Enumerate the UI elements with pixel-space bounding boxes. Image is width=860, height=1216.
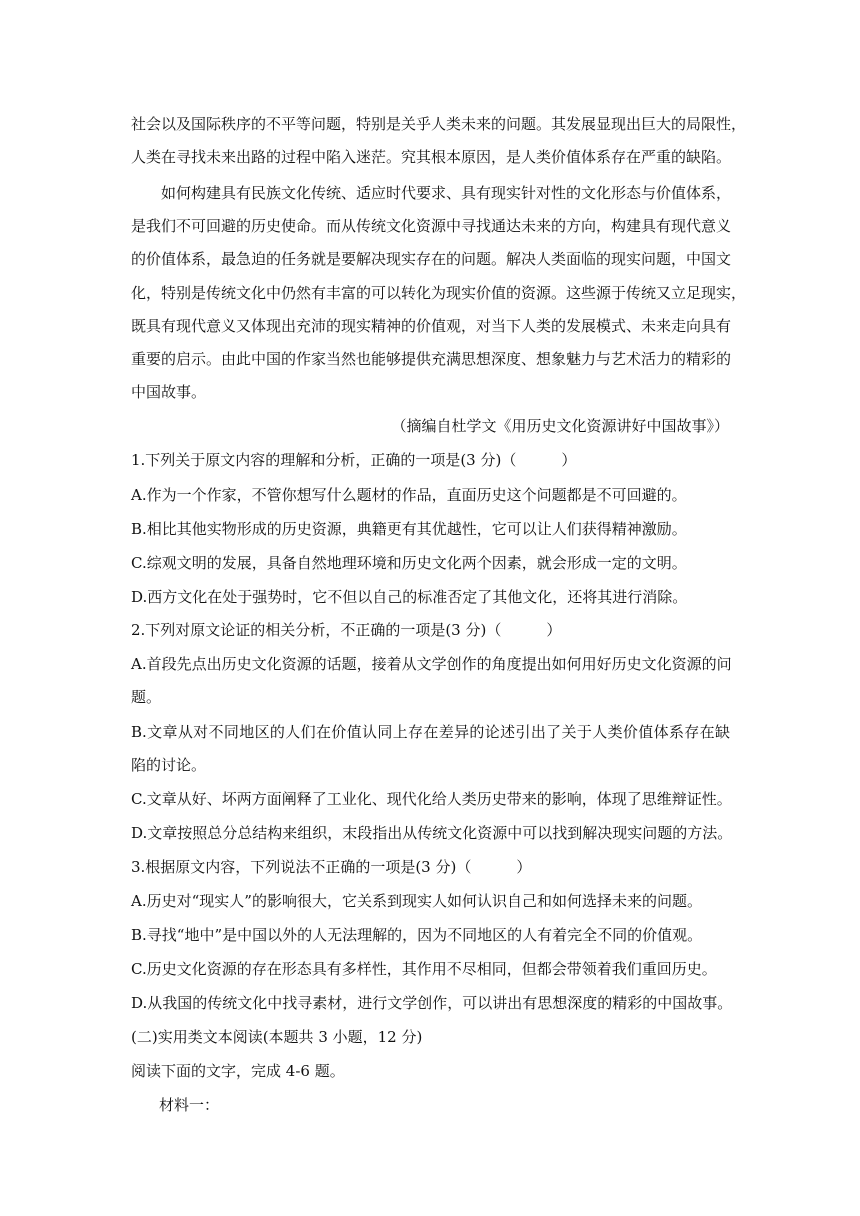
question-2-stem: 2.下列对原文论证的相关分析，不正确的一项是(3 分)（ ） <box>131 621 562 639</box>
passage-line: 的价值体系，最急迫的任务就是要解决现实存在的问题。解决人类面临的现实问题，中国文 <box>131 250 732 268</box>
question-3-option-c: C.历史文化资源的存在形态具有多样性，其作用不尽相同，但都会带领着我们重回历史。 <box>131 960 717 978</box>
question-1-option-d: D.西方文化在处于强势时，它不但以自己的标准否定了其他文化，还将其进行消除。 <box>131 588 688 606</box>
question-3-option-d: D.从我国的传统文化中找寻素材，进行文学创作，可以讲出有思想深度的精彩的中国故事。 <box>131 994 733 1012</box>
question-3-stem: 3.根据原文内容，下列说法不正确的一项是(3 分)（ ） <box>131 858 532 876</box>
section-instruction: 阅读下面的文字，完成 4-6 题。 <box>131 1062 345 1080</box>
question-1-option-c: C.综观文明的发展，具备自然地理环境和历史文化两个因素，就会形成一定的文明。 <box>131 554 687 572</box>
question-2-option-d: D.文章按照总分总结构来组织，末段指出从传统文化资源中可以找到解决现实问题的方法。 <box>131 824 733 842</box>
passage-line: 人类在寻找未来出路的过程中陷入迷茫。究其根本原因，是人类价值体系存在严重的缺陷。 <box>131 148 732 166</box>
passage-line: 社会以及国际秩序的不平等问题，特别是关乎人类未来的问题。其发展显现出巨大的局限性， <box>131 115 747 133</box>
passage-line: 中国故事。 <box>131 383 207 401</box>
material-label: 材料一： <box>159 1096 220 1114</box>
question-3-option-a: A.历史对“现实人”的影响很大，它关系到现实人如何认识自己和如何选择未来的问题。 <box>131 892 702 910</box>
question-2-option-a: A.首段先点出历史文化资源的话题，接着从文学创作的角度提出如何用好历史文化资源的问 <box>131 655 732 673</box>
passage-line: 重要的启示。由此中国的作家当然也能够提供充满思想深度、想象魅力与艺术活力的精彩的 <box>131 350 732 368</box>
question-2-option-a-cont: 题。 <box>131 688 162 706</box>
question-3-option-b: B.寻找“地中”是中国以外的人无法理解的，因为不同地区的人有着完全不同的价值观。 <box>131 926 703 944</box>
source-citation: （摘编自杜学文《用历史文化资源讲好中国故事》） <box>391 417 729 435</box>
question-1-option-b: B.相比其他实物形成的历史资源，典籍更有其优越性，它可以让人们获得精神激励。 <box>131 520 687 538</box>
question-2-option-b: B.文章从对不同地区的人们在价值认同上存在差异的论述引出了关于人类价值体系存在缺 <box>131 723 730 741</box>
passage-line: 是我们不可回避的历史使命。而从传统文化资源中寻找通达未来的方向，构建具有现代意义 <box>131 217 732 235</box>
question-1-stem: 1.下列关于原文内容的理解和分析，正确的一项是(3 分)（ ） <box>131 451 577 469</box>
passage-line: 如何构建具有民族文化传统、适应时代要求、具有现实针对性的文化形态与价值体系， <box>161 184 732 202</box>
passage-line: 既具有现代意义又体现出充沛的现实精神的价值观，对当下人类的发展模式、未来走向具有 <box>131 317 732 335</box>
question-1-option-a: A.作为一个作家，不管你想写什么题材的作品，直面历史这个问题都是不可回避的。 <box>131 486 687 504</box>
question-2-option-c: C.文章从好、坏两方面阐释了工业化、现代化给人类历史带来的影响，体现了思维辩证性。 <box>131 790 732 808</box>
question-2-option-b-cont: 陷的讨论。 <box>131 756 207 774</box>
passage-line: 化，特别是传统文化中仍然有丰富的可以转化为现实价值的资源。这些源于传统又立足现实， <box>131 284 747 302</box>
section-heading: (二)实用类文本阅读(本题共 3 小题，12 分) <box>131 1028 423 1046</box>
